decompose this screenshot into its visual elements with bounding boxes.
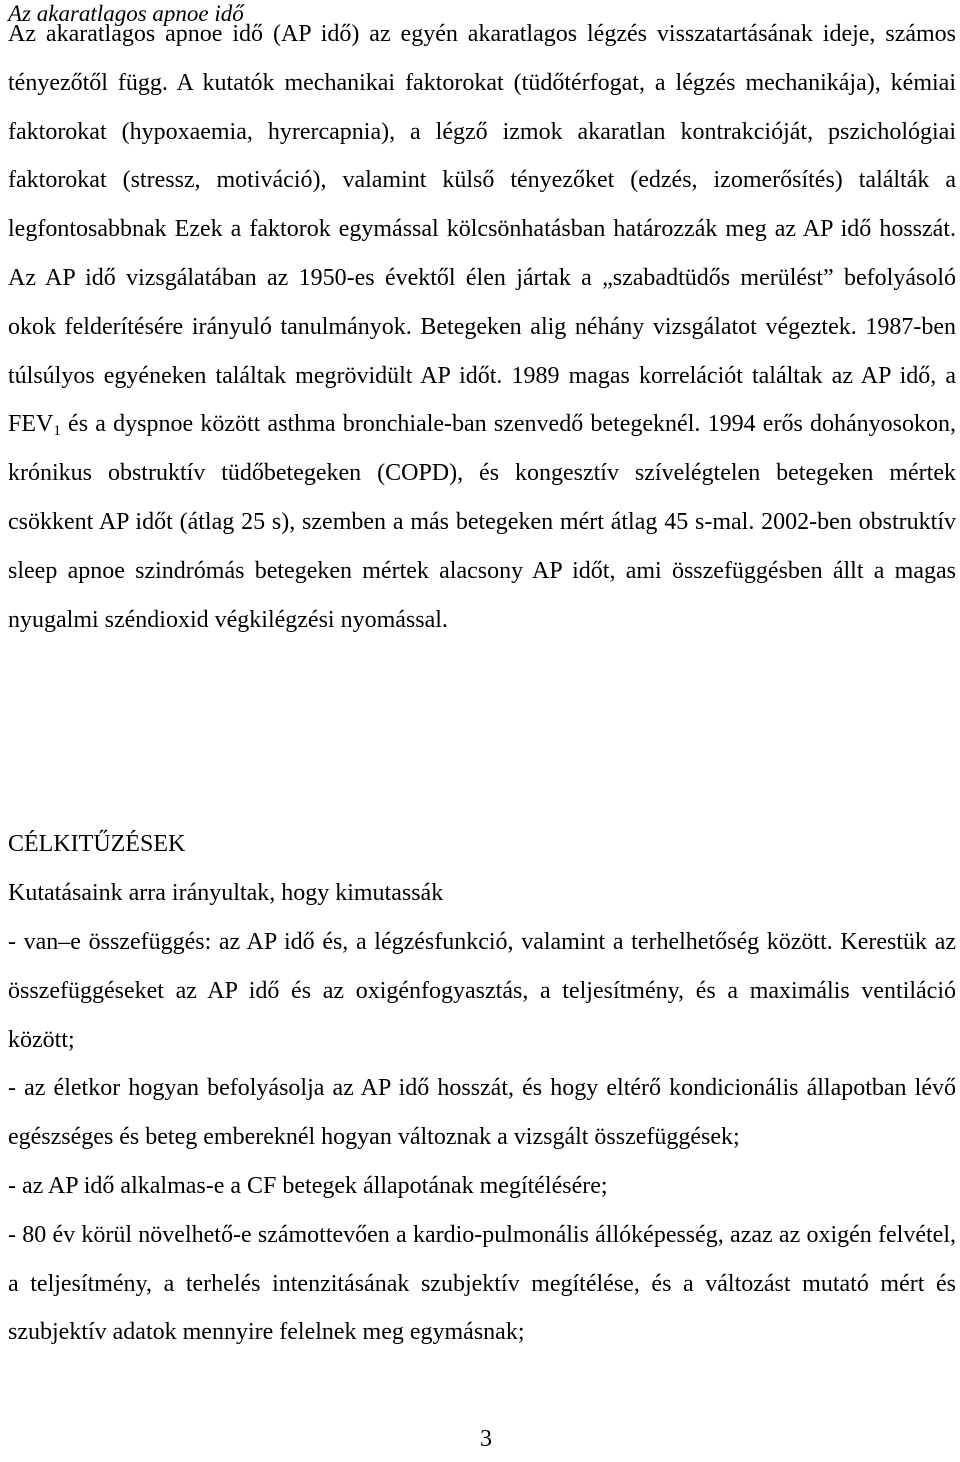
paragraph-text-part-2: és a dyspnoe között asthma bronchiale-ban szenvedő betegeknél. 1994 erős dohányosokon, krónikus obstruktív tüdőbetegeken (COPD), és kongesztív szívelégtelen betegeken mértek csökkent AP időt (átlag 25 s), szemben a más betegeken mért átlag 45 s-mal. 2002-ben obstruktív sleep apnoe szindrómás betegeken mértek alacsony AP időt, ami összefüggésben állt a magas nyugalmi széndioxid végkilégzési nyomással. [8,411,956,633]
body-paragraph [8,10,956,644]
list-item: - 80 év körül növelhető-e számottevően a kardio-pulmonális állóképesség, azaz az oxigén felvétel, a teljesítmény, a terhelés intenzitásának szubjektív megítélése, és a változást mutató mért és szubjektív adatok mennyire felelnek meg egymásnak; [8,1221,956,1346]
page-number: 3 [480,1426,492,1452]
objectives-title: CÉLKITŰZÉSEK [8,831,186,857]
section-heading: Az akaratlagos apnoe idő [8,1,244,26]
objectives-intro: Kutatásaink arra irányultak, hogy kimutassák [8,880,444,906]
fev-subscript: 1 [53,423,61,440]
list-item: - az életkor hogyan befolyásolja az AP idő hosszát, és hogy eltérő kondicionális állapotban lévő egészséges és beteg embereknél hogyan változnak a vizsgált összefüggések; [8,1075,956,1151]
list-item: - van–e összefüggés: az AP idő és, a légzésfunkció, valamint a terhelhetőség között. Kerestük az összefüggéseket az AP idő és az oxigénfogyasztás, a teljesítmény, és a maximális ventiláció között; [8,929,956,1053]
paragraph-text-part-1: Az akaratlagos apnoe idő (AP idő) az egyén akaratlagos légzés visszatartásának ideje, számos tényezőtől függ. A kutatók mechanikai faktorokat (tüdőtérfogat, a légzés mechanikája), kémiai faktorokat (hypoxaemia, hyrercapnia), a légző izmok akaratlan kontrakcióját, pszichológiai faktorokat (stressz, motiváció), valamint külső tényezőket (edzés, izomerősítés) találták a legfontosabbnak Ezek a faktorok egymással kölcsönhatásban határozzák meg az AP idő hosszát. Az AP idő vizsgálatában az 1950-es évektől élen jártak a „szabadtüdős merülést” befolyásoló okok felderítésére irányuló tanulmányok. Betegeken alig néhány vizsgálatot végeztek. 1987-ben túlsúlyos egyéneken találtak megrövidült AP időt. 1989 magas korrelációt találtak az AP idő, a FEV [8,21,956,438]
objectives-list [8,918,956,1357]
list-item: - az AP idő alkalmas-e a CF betegek állapotának megítélésére; [8,1172,608,1199]
